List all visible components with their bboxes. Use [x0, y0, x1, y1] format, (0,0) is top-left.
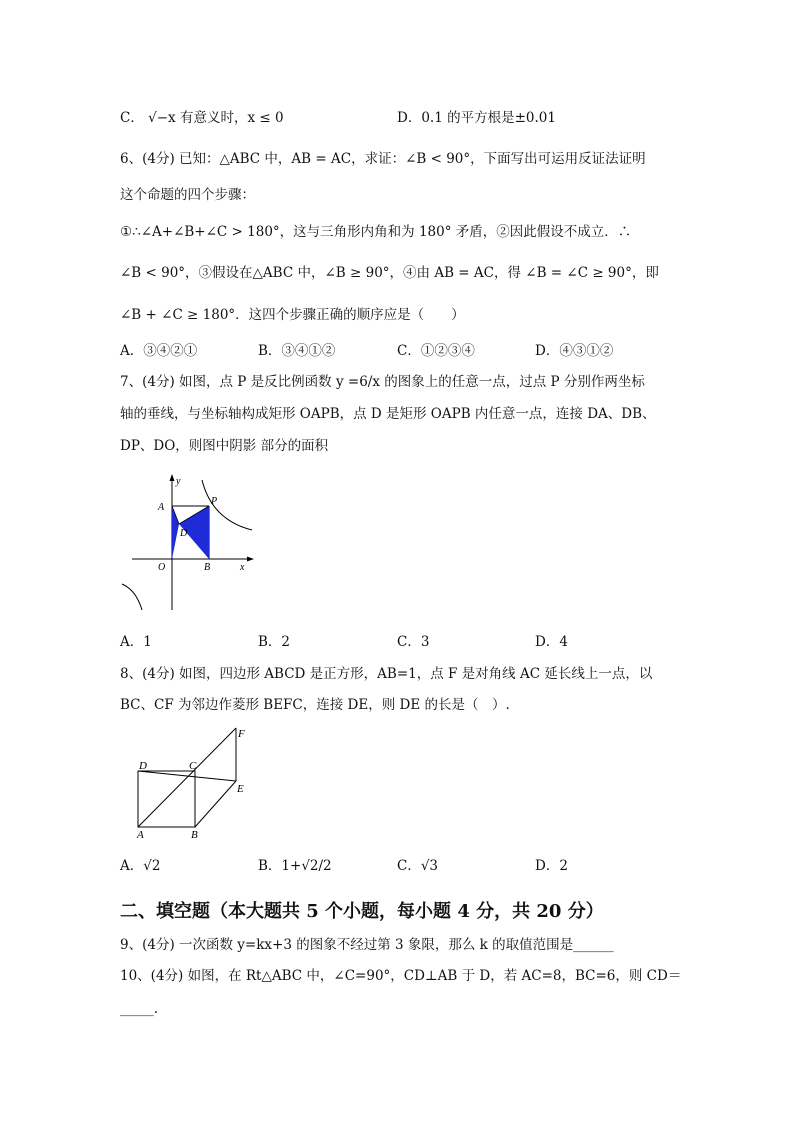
q6-option-d: D．④③①②	[535, 343, 614, 359]
q5-option-c: C． √−x 有意义时，x ≤ 0	[120, 110, 284, 126]
q9-line-1: 9、(4分) 一次函数 y=kx+3 的图象不经过第 3 象限，那么 k 的取值范围是______	[120, 937, 614, 953]
q7-option-a: A．1	[120, 634, 152, 650]
q7-line-1: 7、(4分) 如图，点 P 是反比例函数 y =6/x 的图象上的任意一点，过点 P 分别作两坐标	[120, 374, 645, 390]
q8-segment-be	[195, 781, 236, 827]
q6-option-a: A．③④②①	[120, 343, 198, 359]
q7-line-2: 轴的垂线，与坐标轴构成矩形 OAPB，点 D 是矩形 OAPB 内任意一点，连接 DA、DB、	[120, 406, 656, 422]
q6-line-1: 6、(4分) 已知：△ABC 中，AB = AC，求证：∠B < 90°，下面写出可运用反证法证明	[120, 151, 646, 167]
q7-option-c: C．3	[397, 634, 430, 650]
q6-line-3: ①∴∠A+∠B+∠C > 180°，这与三角形内角和为 180° 矛盾，②因此假设不成立．∴	[120, 224, 632, 240]
q6-line-2: 这个命题的四个步骤：	[120, 187, 255, 203]
q8-line-2: BC、CF 为邻边作菱形 BEFC，连接 DE，则 DE 的长是（ ）.	[120, 697, 510, 713]
q7-figure	[118, 472, 258, 614]
section-title: 二、填空题（本大题共 5 个小题，每小题 4 分，共 20 分）	[120, 901, 604, 922]
q7-label-b: B	[204, 562, 211, 573]
q8-segment-de	[138, 771, 236, 781]
q10-line-1: 10、(4分) 如图，在 Rt△ABC 中，∠C=90°，CD⊥AB 于 D，若 AC=8，BC=6，则 CD＝	[120, 968, 682, 984]
q5-option-d: D．0.1 的平方根是±0.01	[397, 110, 556, 126]
q8-diagonal-af	[138, 728, 236, 827]
q8-label-d: D	[139, 760, 147, 772]
q7-option-d: D．4	[535, 634, 568, 650]
q7-line-3: DP、DO，则图中阴影 部分的面积	[120, 438, 329, 454]
q7-label-x: x	[240, 562, 245, 573]
q7-x-arrow	[247, 557, 254, 562]
q8-label-f: F	[238, 728, 245, 740]
q8-label-e: E	[237, 783, 244, 795]
q6-option-c: C．①②③④	[397, 343, 475, 359]
q8-line-1: 8、(4分) 如图，四边形 ABCD 是正方形，AB=1，点 F 是对角线 AC 延长线上一点，以	[120, 666, 653, 682]
q8-option-d: D．2	[535, 858, 568, 874]
q7-hyperbola-branch-2	[122, 584, 142, 610]
q8-figure	[130, 724, 255, 842]
q7-label-a: A	[158, 502, 165, 513]
q8-option-a: A．√2	[120, 858, 161, 874]
q8-label-b: B	[191, 829, 198, 841]
q7-label-d: D	[180, 528, 188, 539]
q8-label-c: C	[189, 760, 197, 772]
q8-label-a: A	[137, 829, 144, 841]
q6-option-b: B．③④①②	[258, 343, 336, 359]
q7-label-p: P	[211, 496, 218, 507]
q8-option-b: B．1+√2/2	[258, 858, 332, 874]
q8-option-c: C．√3	[397, 858, 439, 874]
q10-line-2: _____.	[120, 1001, 159, 1017]
q7-label-y: y	[176, 476, 181, 487]
q6-line-5: ∠B + ∠C ≥ 180°．这四个步骤正确的顺序应是（ ）	[120, 307, 465, 323]
q7-y-arrow	[170, 474, 175, 481]
q6-line-4: ∠B < 90°，③假设在△ABC 中，∠B ≥ 90°，④由 AB = AC，得 ∠B = ∠C ≥ 90°，即	[120, 265, 659, 281]
q7-option-b: B．2	[258, 634, 291, 650]
q7-label-o: O	[158, 562, 166, 573]
